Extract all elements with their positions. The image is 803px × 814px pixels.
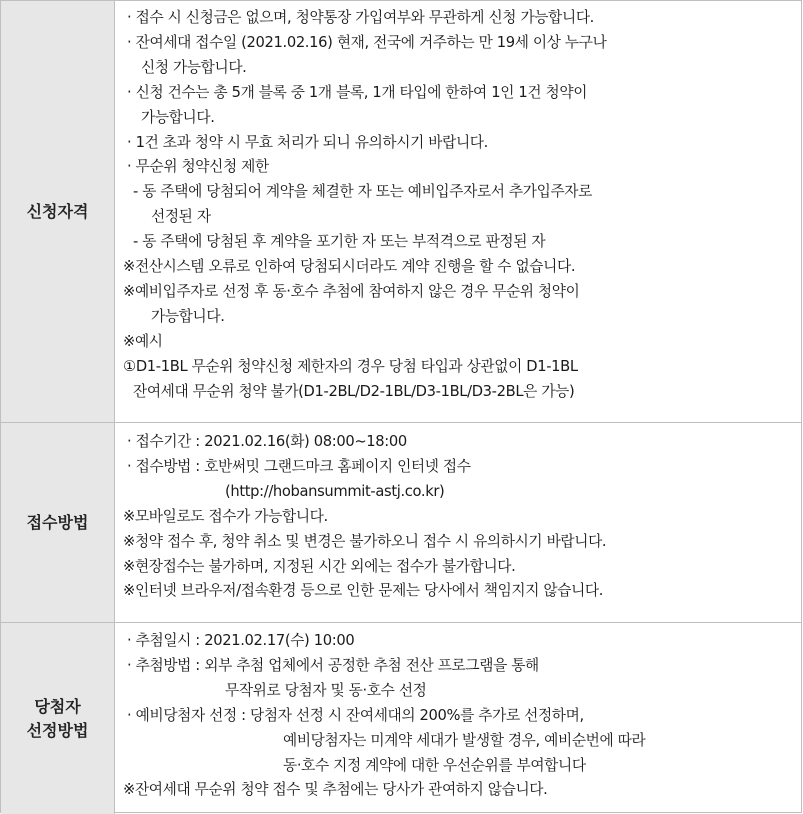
section-title: 신청자격 xyxy=(26,201,89,221)
note-line: ※예시 xyxy=(123,332,163,350)
info-line: 가능합니다. xyxy=(141,108,215,126)
info-line: - 동 주택에 당첨되어 계약을 체결한 자 또는 예비입주자로서 추가입주자로 xyxy=(133,183,592,201)
section-application-method xyxy=(1,423,801,623)
section-winner-selection xyxy=(1,623,801,814)
info-line: · 무순위 청약신청 제한 xyxy=(127,158,269,176)
note-line: ※모바일로도 접수가 가능합니다. xyxy=(123,507,328,525)
info-line: · 신청 건수는 총 5개 블록 중 1개 블록, 1개 타입에 한하여 1인 1건 청약이 xyxy=(127,83,588,101)
note-line: ※예비입주자로 선정 후 동·호수 추첨에 참여하지 않은 경우 무순위 청약이 xyxy=(123,282,580,300)
section-application-method-body xyxy=(115,423,801,622)
section-eligibility-header xyxy=(1,1,115,422)
note-line: ※전산시스템 오류로 인하여 당첨되시더라도 계약 진행을 할 수 없습니다. xyxy=(123,258,576,276)
note-line: ※인터넷 브라우저/접속환경 등으로 인한 문제는 당사에서 책임지지 않습니다. xyxy=(123,582,604,600)
note-line: 가능합니다. xyxy=(151,307,225,325)
example-line: 잔여세대 무순위 청약 불가(D1-2BL/D2-1BL/D3-1BL/D3-2BL은 가능) xyxy=(133,382,575,400)
info-line: 예비당첨자는 미계약 세대가 발생할 경우, 예비순번에 따라 xyxy=(283,731,646,749)
section-title: 접수방법 xyxy=(26,512,89,532)
section-application-method-header xyxy=(1,423,115,622)
info-line: 무작위로 당첨자 및 동·호수 선정 xyxy=(225,681,427,699)
info-line: · 접수방법 : 호반써밋 그랜드마크 홈페이지 인터넷 접수 xyxy=(127,457,471,475)
website-url: (http://hobansummit-astj.co.kr) xyxy=(225,482,445,500)
info-line: - 동 주택에 당첨된 후 계약을 포기한 자 또는 부적격으로 판정된 자 xyxy=(133,233,546,251)
info-line: · 1건 초과 청약 시 무효 처리가 되니 유의하시기 바랍니다. xyxy=(127,133,488,151)
info-line: · 추첨일시 : 2021.02.17(수) 10:00 xyxy=(127,632,355,649)
section-title-line1: 당첨자 xyxy=(34,696,81,716)
note-line: ※잔여세대 무순위 청약 접수 및 추첨에는 당사가 관여하지 않습니다. xyxy=(123,781,548,799)
section-eligibility xyxy=(1,1,801,423)
info-line: · 접수 시 신청금은 없으며, 청약통장 가입여부와 무관하게 신청 가능합니다. xyxy=(127,9,594,26)
info-line: · 예비당첨자 선정 : 당첨자 선정 시 잔여세대의 200%를 추가로 선정하며, xyxy=(127,706,584,724)
section-eligibility-body xyxy=(115,1,801,422)
info-line: 선정된 자 xyxy=(151,208,211,226)
info-line: · 잔여세대 접수일 (2021.02.16) 현재, 전국에 거주하는 만 19세 이상 누구나 xyxy=(127,33,607,51)
note-line: ※현장접수는 불가하며, 지정된 시간 외에는 접수가 불가합니다. xyxy=(123,557,516,575)
info-line: 동·호수 지정 계약에 대한 우선순위를 부여합니다 xyxy=(283,756,586,774)
note-line: ※청약 접수 후, 청약 취소 및 변경은 불가하오니 접수 시 유의하시기 바랍니다. xyxy=(123,532,607,550)
section-title-line2: 선정방법 xyxy=(26,720,89,740)
info-line: 신청 가능합니다. xyxy=(141,58,247,76)
info-line: · 추첨방법 : 외부 추첨 업체에서 공정한 추첨 전산 프로그램을 통해 xyxy=(127,656,539,674)
info-line: · 접수기간 : 2021.02.16(화) 08:00~18:00 xyxy=(127,433,407,450)
section-winner-selection-body xyxy=(115,623,801,814)
section-winner-selection-header xyxy=(1,623,115,814)
example-line: ①D1-1BL 무순위 청약신청 제한자의 경우 당첨 타입과 상관없이 D1-1BL xyxy=(123,357,578,375)
